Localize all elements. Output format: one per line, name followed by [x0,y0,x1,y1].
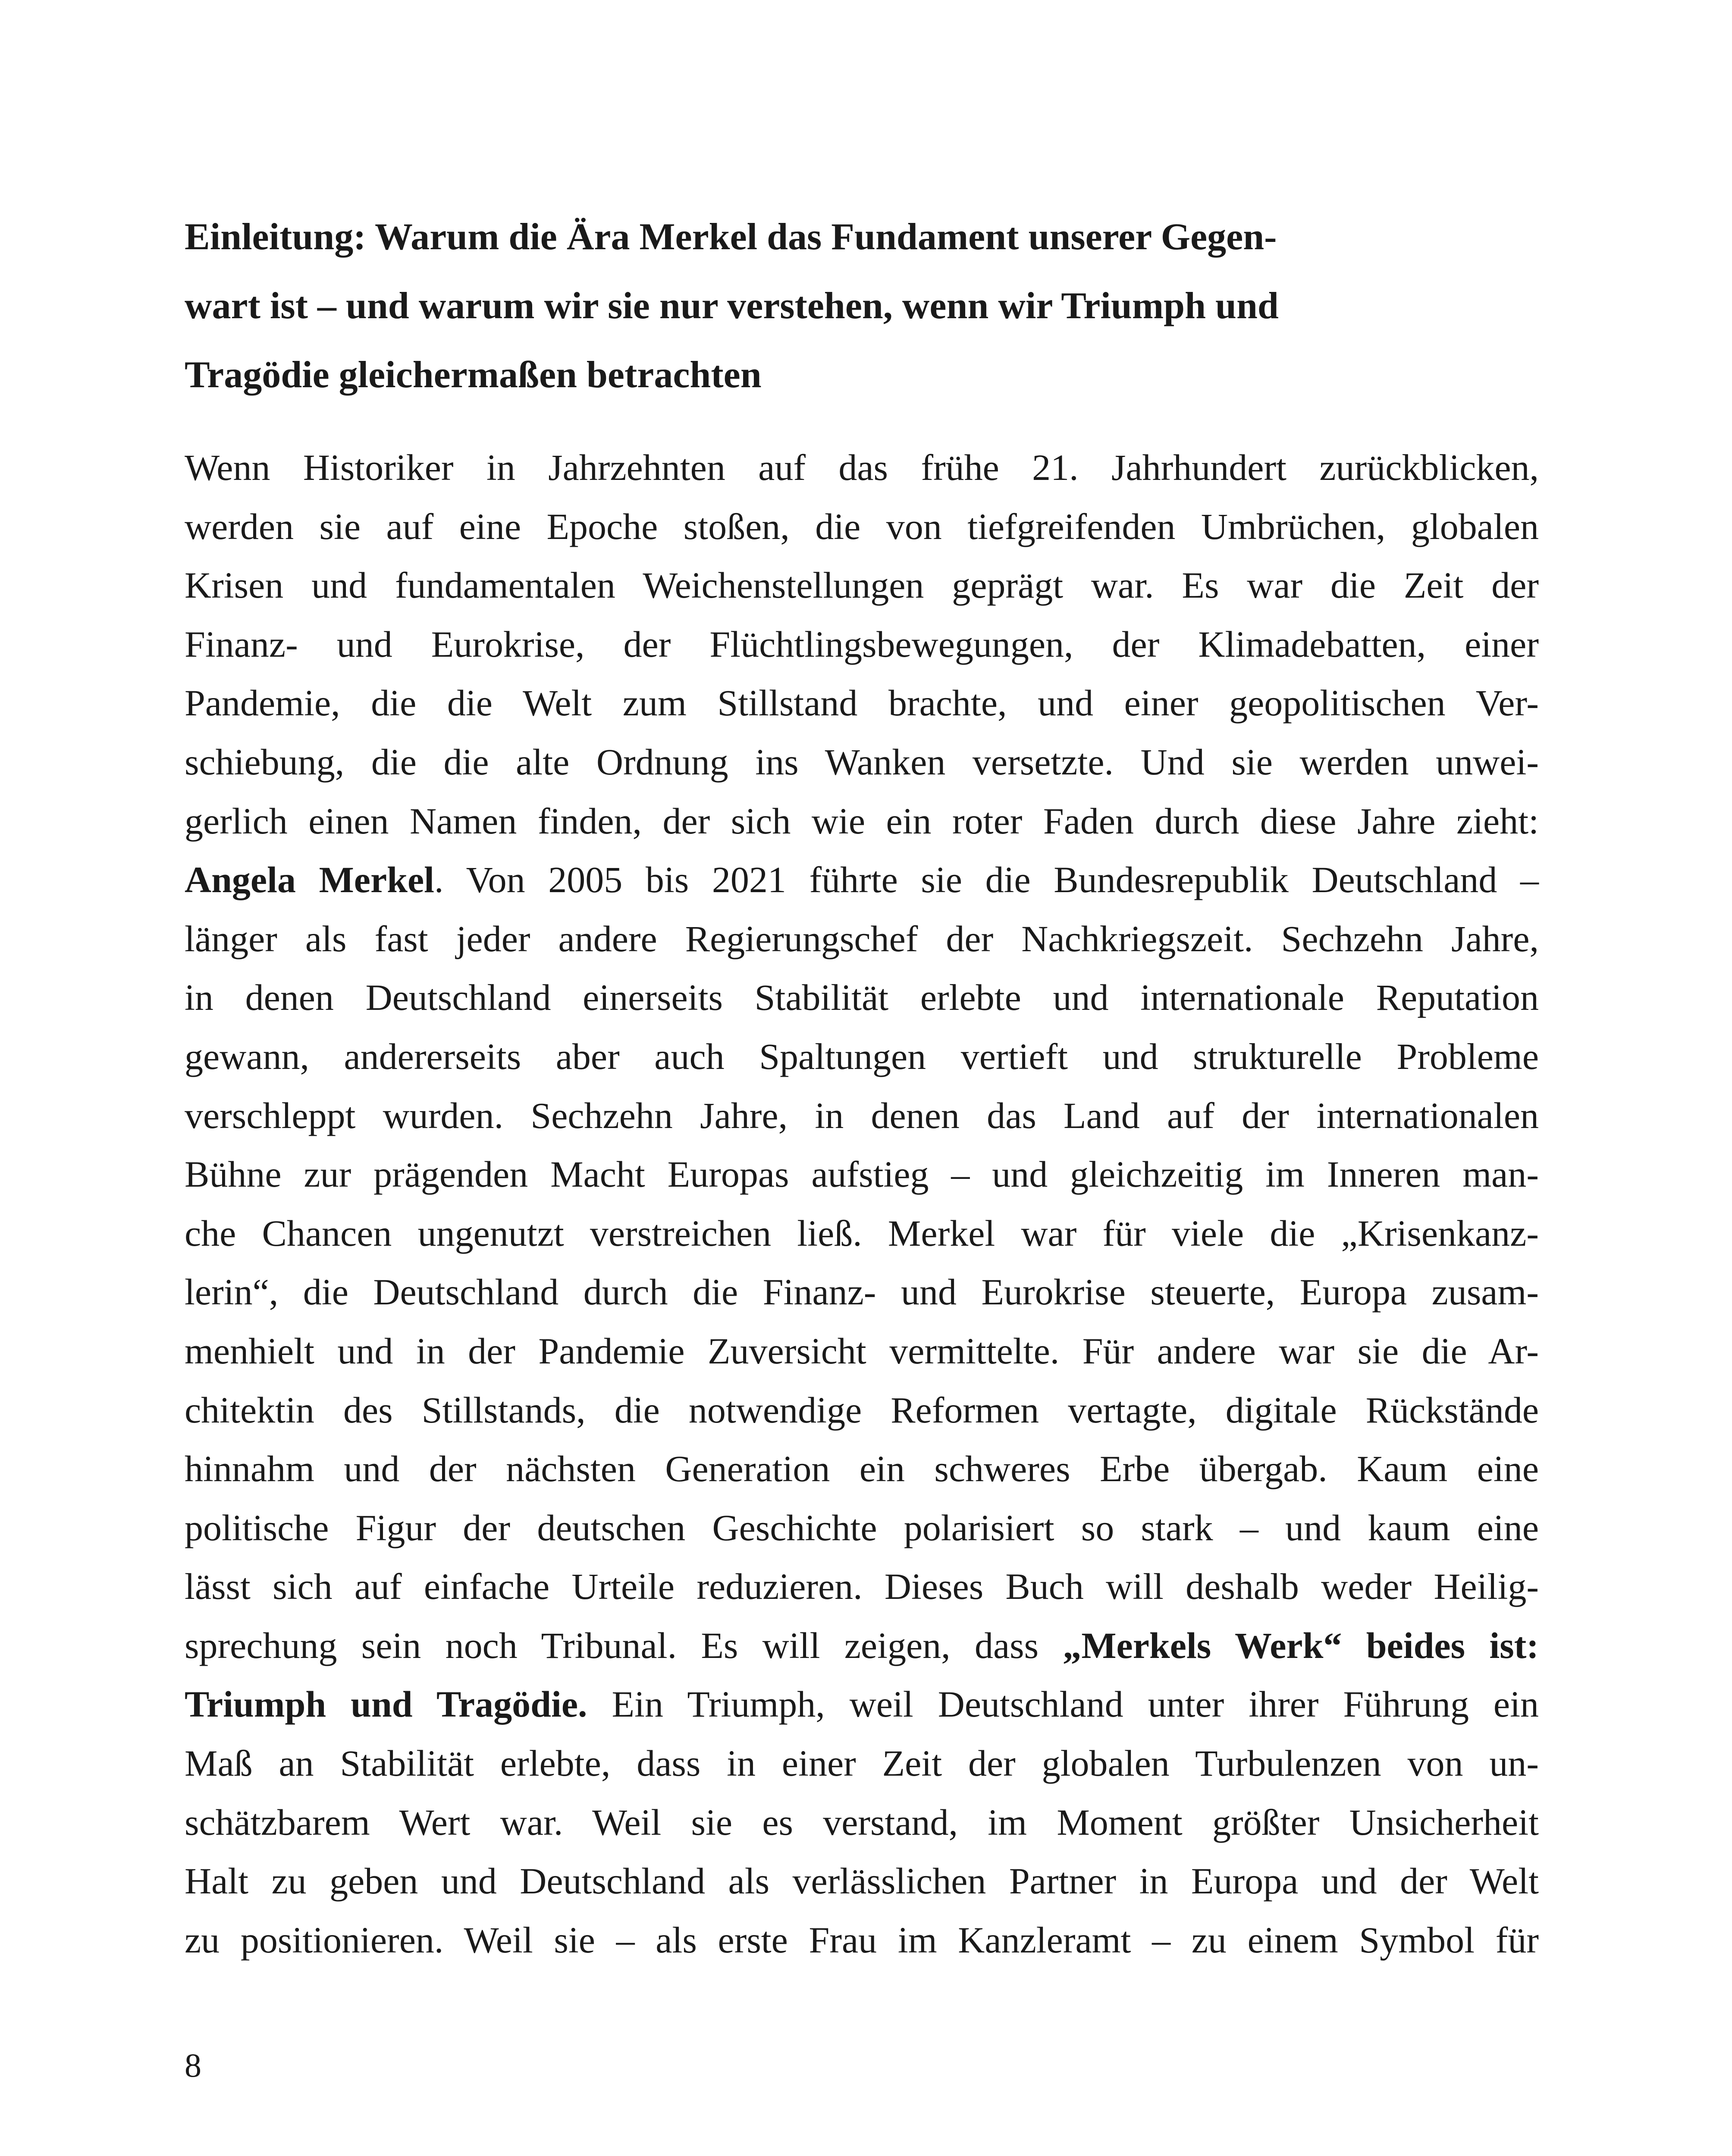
page-number: 8 [185,2046,201,2084]
text-line: hinnahm und der nächsten Generation ein schweres Erbe übergab. Kaum eine [185,1448,1539,1490]
bold-name: Angela Merkel [185,859,435,901]
text-line: zu positionieren. Weil sie – als erste Frau im Kanzleramt – zu einem Symbol für [185,1919,1539,1961]
text-line: Krisen und fundamentalen Weichenstellungen geprägt war. Es war die Zeit der [185,564,1539,606]
heading-line: Tragödie gleichermaßen betrachten [185,354,762,396]
text-run: . Von 2005 bis 2021 führte sie die Bundesrepublik Deutschland – [434,859,1539,901]
text-line: Bühne zur prägenden Macht Europas aufstieg – und gleichzeitig im Inneren man- [185,1153,1539,1195]
text-line: politische Figur der deutschen Geschichte polarisiert so stark – und kaum eine [185,1507,1539,1548]
text-line: Wenn Historiker in Jahrzehnten auf das frühe 21. Jahrhundert zurückblicken, [185,447,1539,488]
chapter-heading [185,203,1539,410]
bold-phrase: „Merkels Werk“ beides ist: [1063,1624,1539,1666]
text-line: schätzbarem Wert war. Weil sie es verstand, im Moment größter Unsicherheit [185,1801,1539,1843]
text-line: Halt zu geben und Deutschland als verlässlichen Partner in Europa und der Welt [185,1860,1539,1902]
text-line: werden sie auf eine Epoche stoßen, die von tiefgreifenden Umbrüchen, globalen [185,505,1539,547]
text-line: länger als fast jeder andere Regierungschef der Nachkriegszeit. Sechzehn Jahre, [185,918,1539,959]
text-line: Finanz- und Eurokrise, der Flüchtlingsbewegungen, der Klimadebatten, einer [185,623,1539,665]
body-paragraph [185,438,1539,1969]
text-line: lässt sich auf einfache Urteile reduzieren. Dieses Buch will deshalb weder Heilig- [185,1566,1539,1608]
text-line: menhielt und in der Pandemie Zuversicht vermittelte. Für andere war sie die Ar- [185,1330,1539,1372]
text-line [185,850,1539,909]
heading-line: wart ist – und warum wir sie nur verstehen, wenn wir Triumph und [185,285,1279,327]
text-line [185,1675,1539,1734]
text-run: Ein Triumph, weil Deutschland unter ihrer Führung ein [587,1683,1539,1725]
text-line: schiebung, die die alte Ordnung ins Wanken versetzte. Und sie werden unwei- [185,741,1539,783]
text-line: in denen Deutschland einerseits Stabilität erlebte und internationale Reputation [185,977,1539,1018]
text-line: che Chancen ungenutzt verstreichen ließ. Merkel war für viele die „Krisenkanz- [185,1212,1539,1254]
text-line: Maß an Stabilität erlebte, dass in einer Zeit der globalen Turbulenzen von un- [185,1742,1539,1784]
text-line: lerin“, die Deutschland durch die Finanz- und Eurokrise steuerte, Europa zusam- [185,1271,1539,1313]
text-line: gerlich einen Namen finden, der sich wie ein roter Faden durch diese Jahre zieht: [185,800,1539,842]
heading-line: Einleitung: Warum die Ära Merkel das Fundament unserer Gegen- [185,216,1277,258]
text-line: Pandemie, die die Welt zum Stillstand brachte, und einer geopolitischen Ver- [185,682,1539,724]
bold-phrase: Triumph und Tragödie. [185,1683,587,1725]
text-line: verschleppt wurden. Sechzehn Jahre, in denen das Land auf der internationalen [185,1094,1539,1136]
text-line: gewann, andererseits aber auch Spaltungen vertieft und strukturelle Probleme [185,1035,1539,1077]
text-line [185,1616,1539,1675]
text-line: chitektin des Stillstands, die notwendige Reformen vertagte, digitale Rückstände [185,1389,1539,1431]
text-run: sprechung sein noch Tribunal. Es will zeigen, dass [185,1624,1063,1666]
